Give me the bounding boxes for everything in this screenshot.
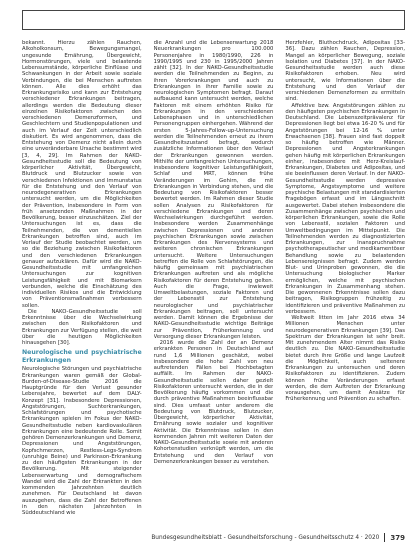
- body-paragraph: Affektive bzw. Angststörungen zählen zu den häufigsten psychischen Erkrankungen in Deutschland. Die Lebenszeitprävalenz für Depressionen liegt bei etwa 16-20 % und für Angststörungen bei 12-16 % unter Erwachsenen [38]. Frauen sind fast doppelt so häufig betroffen wie Männer. Depressionen und Angsterkrankungen gehen häufig mit körperlichen Erkrankungen einher, insbesondere mit Herz-Kreislauf-Erkrankungen, Diabetes und Adipositas, und sie beeinflussen deren Verlauf. In der NAKO-Gesundheitsstudie werden depressive Symptome, Angstsymptome und weitere psychische Belastungen mit standardisierten Fragebögen erfasst und im Längsschnitt ausgewertet. Dabei stehen insbesondere die Zusammenhänge zwischen psychischen und körperlichen Erkrankungen, sowie die Rolle von Lebensstil, sozialen Faktoren und Umweltbedingungen im Mittelpunkt. Die Teilnehmenden werden zu diagnostizierten Erkrankungen, zur Inanspruchnahme psychotherapeutischer und medikamentöser Behandlung sowie zu belastenden Lebensereignissen befragt. Zudem werden Blut- und Urinproben gewonnen, die die Untersuchung biologischer Marker ermöglichen, welche mit psychischen Erkrankungen in Zusammenhang stehen. Die gewonnenen Erkenntnisse sollen dazu beitragen, Risikogruppen frühzeitig zu identifizieren und präventive Maßnahmen zu verbessern.: [285, 102, 406, 315]
- page-number: 379: [390, 533, 405, 542]
- section-heading: Neurologische und psychiatrische Erkrankungen: [22, 349, 142, 364]
- header-band: [22, 10, 405, 30]
- header-rule: [22, 29, 405, 30]
- page-footer: [22, 532, 405, 543]
- column-right: [285, 40, 405, 526]
- footer-separator: [384, 533, 385, 542]
- body-paragraph: Die NAKO-Gesundheitsstudie soll Erkenntnisse über die Wechselwirkung zwischen den Risikofaktoren und Erkrankungen zur Verfügung stellen, die weit über die heutigen Möglichkeiten hinausgehen [30].: [22, 308, 142, 346]
- column-middle: [154, 40, 274, 526]
- body-paragraph: die Anzahl und die Lebenserwartung 2018 Neuerkrankungen pro 100.000 Personenjahre in 1980/1990, 226 in 1990/1995 und 230 in 1995/2000 Jahren zählt [32]. In der NAKO-Gesundheitsstudie werden die Teilnehmenden zu Beginn, zu ihren Vorerkrankungen und auch zu Erkrankungen in ihrer Familie sowie zu neurologischen Symptomen befragt. Darauf aufbauend kann untersucht werden, welche Faktoren mit einem erhöhten Risiko für Erkrankungen in den verschiedenen Lebensphasen und in unterschiedlichen Personengruppen einhergehen. Während der ersten 5-Jahres-Follow-up-Untersuchung werden die Teilnehmenden erneut zu ihrem Gesundheitszustand befragt, wodurch zusätzliche Informationen über den Verlauf der Erkrankungen gewonnen werden. Mithilfe der umfangreichen Untersuchungen, insbesondere kognitiver Leistungsfähigkeit, Schlaf und MRT, können frühe Veränderungen im Gehirn, die mit Erkrankungen in Verbindung stehen, und die Bedeutung von Risikofaktoren besser bewertet werden. Im Rahmen dieser Studie sollen Analysen zu Risikofaktoren für verschiedene Erkrankungen und deren Wechselwirkungen durchgeführt werden. Insbesondere werden Zusammenhänge zwischen Depressionen und anderen psychischen Erkrankungen sowie zwischen Erkrankungen des Nervensystems und weiteren chronischen Erkrankungen untersucht. Weitere Untersuchungen betreffen die Rolle von Schlafstörungen, die häufig gemeinsam mit psychiatrischen Erkrankungen auftreten und als mögliche Risikofaktoren für deren Entstehung gelten. Auch die Frage, inwieweit Umweltbelastungen, soziale Faktoren und der Lebensstil zur Entstehung neurologischer und psychiatrischer Erkrankungen beitragen, soll untersucht werden. Damit können die Ergebnisse der NAKO-Gesundheitsstudie wichtige Beiträge zur Prävention, Früherkennung und Versorgung dieser Erkrankungen leisten.: [153, 40, 274, 340]
- text-columns: [22, 40, 405, 526]
- body-paragraph: bekannt. Hierzu zählen Rauchen, Alkoholkonsum, Bewegungsmangel, ungesunde Ernährung, Übergewicht, Hormonstörungen, viele und belastende Lebensumstände, körperliche Einflüsse und Schwankungen in der Arbeit sowie soziale Verbindungen, die bei Menschen auftreten können. Alle dies erhöht das Erkrankungsrisiko und kann zur Entstehung verschiedener Erkrankungen beitragen, allerdings werden die Bedeutung dieser einzelnen Risikofaktoren zwischen den verschiedenen Demenzformen, und Geschlechtern und Studienpopulationen und auch im Verlauf der Zeit unterschiedlich diskutiert. Es wird angenommen, dass die Entstehung von Demenz nicht allein durch eine unveränderbare Ursache bestimmt wird [3, 4, 29]. Im Rahmen der NAKO-Gesundheitsstudie soll die Bedeutung von körperlicher Aktivität, Übergewicht, Blutdruck und Blutzucker sowie von verschiedenen Infektionen und Immunstatus für die Entstehung und den Verlauf von neurodegenerativen Erkrankungen untersucht werden, um die Möglichkeiten der Prävention, insbesondere in Form von früh ansetzenden Maßnahmen in der Bevölkerung, besser einzuschätzen. Ziel der Untersuchungen ist es, dass die Teilnehmenden, die von dementiellen Erkrankungen betroffen sind, auch im Verlauf der Studie beobachtet werden, um so die Beziehung zwischen Risikofaktoren und den verschiedenen Erkrankungen genauer aufzuklären. Dafür wird die NAKO-Gesundheitsstudie mit umfangreichen Untersuchungen zur kognitiven Leistungsfähigkeit und mit Biomarkern verbunden, welche die Einschätzung des individuellen Risikos und die Entwicklung von Präventionsmaßnahmen verbessern sollen.: [22, 40, 142, 309]
- body-paragraph: Weltweit litten im Jahr 2016 etwa 34 Millionen Menschen unter neurodegenerativen Erkrankungen [39]. Das Spektrum der Erkrankungen ist sehr breit. Mit zunehmendem Alter nimmt das Risiko deutlich zu. Die NAKO-Gesundheitsstudie bietet durch ihre Größe und lange Laufzeit die Möglichkeit, auch seltenere Erkrankungen zu untersuchen und deren Risikofaktoren zu identifizieren. Zudem können frühe Veränderungen erfasst werden, die dem Auftreten der Erkrankung vorausgehen, um damit Ansätze für Früherkennung und Prävention zu schaffen.: [285, 315, 406, 403]
- column-left: [22, 40, 142, 526]
- body-paragraph: Herzfehler, Bluthochdruck, Adipositas [33-36]. Dazu zählen Rauchen, Depression, Mangel an körperlicher Bewegung, soziale Isolation und Diabetes [37]. In der NAKO-Gesundheitsstudie werden auch diese Risikofaktoren erhoben. Neu wird untersucht, wie Informationen über die Entstehung und den Verlauf der verschiedenen Demenzformen zu ermitteln sind.: [285, 40, 406, 103]
- body-paragraph: 2016 wurde die Zahl der an Demenz erkrankten Personen in Deutschland auf rund 1,6 Millionen geschätzt, wobei insbesondere die hohe Zahl von neu auftretenden Fällen bei Hochbetagten auffällt. Im Rahmen der NAKO-Gesundheitsstudie sollen daher gezielt Risikofaktoren untersucht werden, die in der Bevölkerung häufig vorkommen und die durch präventive Maßnahmen beeinflussbar sind. Dies umfasst unter anderem die Bedeutung von Blutdruck, Blutzucker, Übergewicht, körperlicher Aktivität, Ernährung sowie sozialer und kognitiver Aktivität. Die Erkenntnisse sollen in den kommenden Jahren mit weiteren Daten der NAKO-Gesundheitsstudie sowie mit anderen Kohortenstudien verknüpft werden, um die Entstehung und den Verlauf von Demenzerkrankungen besser zu verstehen.: [153, 340, 274, 465]
- body-paragraph: Neurologische Störungen und psychiatrische Erkrankungen waren gemäß der Global-Burden-of-Disease-Studie 2016 die Hauptgründe für den Verlust gesunder Lebensjahre, bewertet auf dem DALY-Konzept [31]. Insbesondere Depressionen, Angststörungen, Suchterkrankungen, Schlafstörungen und psychotische Erkrankungen spielen im Fokus der NAKO-Gesundheitsstudie neben kardiovaskulären Erkrankungen eine bedeutende Rolle. Somit gehören Demenzerkrankungen und Demenz, Depressionen und Angststörungen, Kopfschmerzen, Restless-Legs-Syndrom (unruhige Beine) und Parkinson-Erkrankung zu den häufigsten Erkrankungen in der Bevölkerung. Mit steigender Lebenserwartung und demografischem Wandel wird die Zahl der Erkrankten in den kommenden Jahrzehnten deutlich zunehmen. Für Deutschland ist davon auszugehen, dass die Zahl der Betroffenen in den nächsten Jahrzehnten in Süddeutschland wie: [22, 366, 142, 517]
- journal-citation: Bundesgesundheitsblatt - Gesundheitsforschung - Gesundheitsschutz 4 · 2020: [151, 534, 380, 541]
